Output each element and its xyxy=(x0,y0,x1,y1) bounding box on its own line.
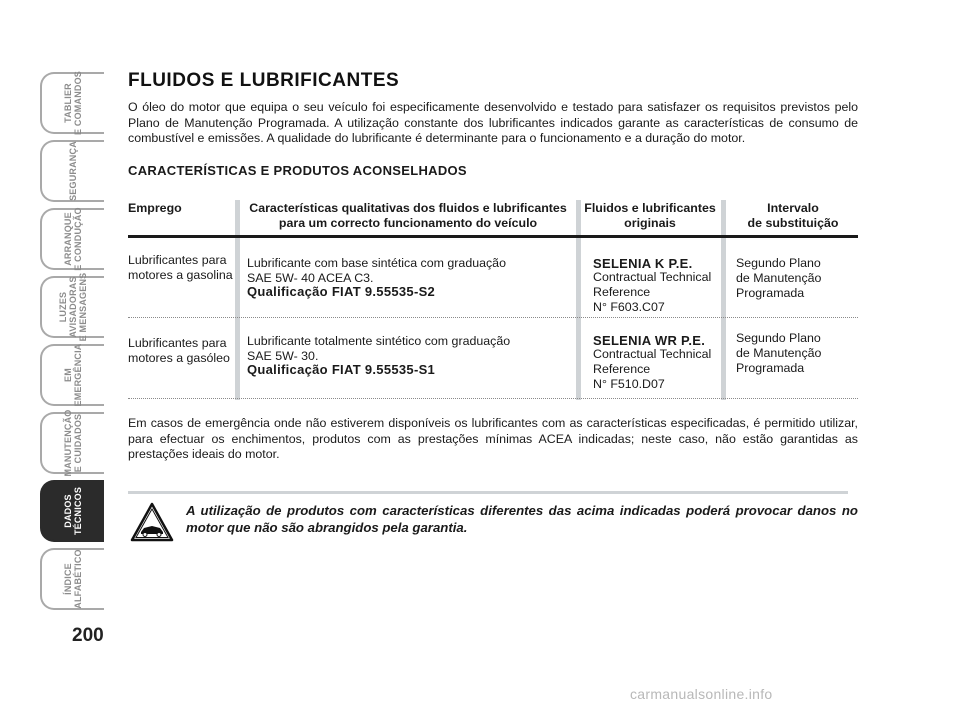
tab-label: SEGURANÇA xyxy=(68,141,78,201)
row2-qualification: Qualificação FIAT 9.55535-S1 xyxy=(247,362,436,377)
row2-reference: Contractual Technical Reference N° F510.D07 xyxy=(593,347,712,391)
header-caracteristicas: Características qualitativas dos fluidos e lubrificantes para um correcto funcionamento do veículo xyxy=(249,201,567,230)
warning-rule xyxy=(128,491,848,494)
warning-triangle-icon xyxy=(130,502,174,542)
row2-spec: Lubrificante totalmente sintético com graduação SAE 5W- 30. xyxy=(247,334,511,363)
emergency-note: Em casos de emergência onde não estiverem disponíveis os lubrificantes com as características especificadas, é permitido utilizar, para efectuar os enchimentos, produtos com as prestações mínimas ACEA indicadas; neste caso, não estão garantidas as prestações ideais do motor. xyxy=(128,416,858,461)
main-content xyxy=(128,70,858,178)
header-fluidos-originais: Fluidos e lubrificantes originais xyxy=(584,201,716,230)
row-divider xyxy=(128,398,858,399)
tab-em-emergencia[interactable] xyxy=(40,344,104,406)
watermark: carmanualsonline.info xyxy=(630,686,773,702)
intro-paragraph: O óleo do motor que equipa o seu veículo foi especificamente desenvolvido e testado para satisfazer os requisitos previstos pelo Plano de Manutenção Programada. A utilização constante dos lubrificantes indicados garante as características de consumo de combustível e emissões. A qualidade do lubrificante é determinante para o funcionamento e a duração do motor. xyxy=(128,100,858,145)
lubricants-table xyxy=(128,200,858,400)
row2-product: SELENIA WR P.E. xyxy=(593,333,706,348)
column-divider xyxy=(235,200,240,400)
warning-text: A utilização de produtos com características diferentes das acima indicadas poderá provocar danos no motor que não são abrangidos pela garantia. xyxy=(186,503,858,535)
tab-label: LUZES AVISADORAS E MENSAGENS xyxy=(58,272,88,342)
row2-use: Lubrificantes para motores a gasóleo xyxy=(128,336,230,365)
tab-label: MANUTENÇÃO E CUIDADOS xyxy=(63,409,83,477)
row1-reference: Contractual Technical Reference N° F603.C07 xyxy=(593,270,712,314)
row2-interval: Segundo Plano de Manutenção Programada xyxy=(736,331,822,375)
tab-indice-alfabetico[interactable] xyxy=(40,548,104,610)
tab-manutencao-cuidados[interactable] xyxy=(40,409,104,477)
row1-product: SELENIA K P.E. xyxy=(593,256,693,271)
header-intervalo: Intervalo de substituição xyxy=(747,201,839,230)
tab-arranque-conducao[interactable] xyxy=(40,208,104,270)
header-emprego: Emprego xyxy=(128,201,182,215)
column-divider xyxy=(721,200,726,400)
row1-qualification: Qualificação FIAT 9.55535-S2 xyxy=(247,284,436,299)
column-divider xyxy=(576,200,581,400)
tab-label: DADOS TÉCNICOS xyxy=(63,486,83,536)
page-number: 200 xyxy=(72,625,104,646)
header-rule xyxy=(128,235,858,238)
row1-interval: Segundo Plano de Manutenção Programada xyxy=(736,256,822,300)
tab-label: TABLIER E COMANDOS xyxy=(63,70,83,136)
tab-dados-tecnicos[interactable] xyxy=(40,480,104,542)
tab-luzes-avisadoras[interactable] xyxy=(40,272,104,342)
row1-use: Lubrificantes para motores a gasolina xyxy=(128,253,233,282)
tab-label: ARRANQUE E CONDUÇÃO xyxy=(63,207,83,271)
row1-spec: Lubrificante com base sintética com graduação SAE 5W- 40 ACEA C3. xyxy=(247,256,506,285)
section-subtitle: CARACTERÍSTICAS E PRODUTOS ACONSELHADOS xyxy=(128,162,467,178)
tab-tablier-comandos[interactable] xyxy=(40,72,104,134)
row-divider xyxy=(128,317,858,318)
tab-label: EM EMERGÊNCIA xyxy=(63,343,83,407)
tab-seguranca[interactable] xyxy=(40,140,104,202)
tab-label: ÍNDICE ALFABÉTICO xyxy=(63,549,83,609)
page-title: FLUIDOS E LUBRIFICANTES xyxy=(128,70,400,91)
